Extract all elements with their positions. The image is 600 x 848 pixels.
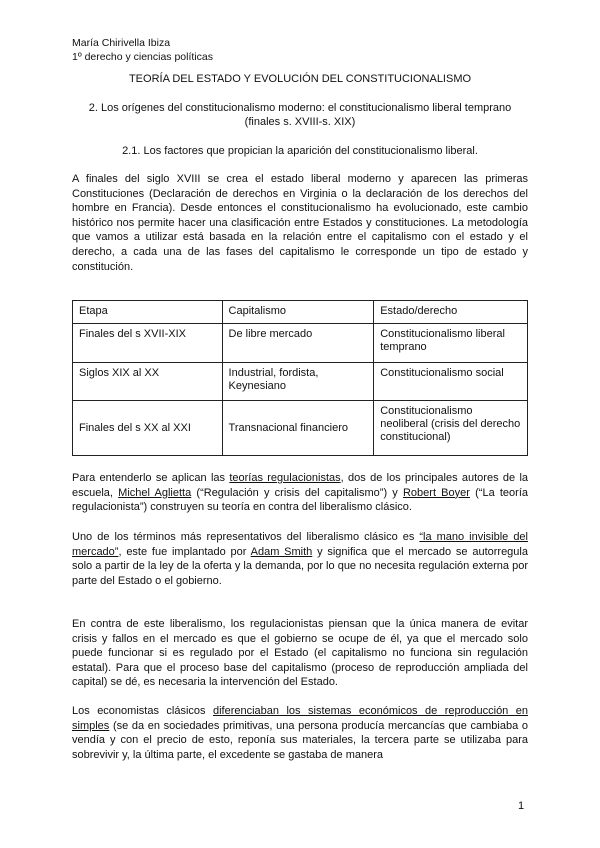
page-number: 1 bbox=[518, 800, 525, 812]
section-2-1-heading: 2.1. Los factores que propician la aparición del constitucionalismo liberal. bbox=[122, 145, 478, 157]
table-cell: Transnacional financiero bbox=[222, 401, 374, 456]
text-span: este fue implantado por bbox=[121, 545, 251, 558]
section-2-heading: 2. Los orígenes del constitucionalismo moderno: el constitucionalismo liberal temprano (finales s. XVIII-s. XIX) bbox=[88, 102, 512, 128]
table-header-row bbox=[73, 301, 528, 324]
text-span: Para entenderlo se aplican las bbox=[72, 472, 230, 484]
link-adam-smith[interactable]: Adam Smith bbox=[250, 545, 313, 558]
text-span: Los economistas clásicos bbox=[72, 705, 213, 717]
page-header bbox=[72, 36, 213, 64]
table-cell: Finales del s XX al XXI bbox=[73, 401, 223, 456]
table-header-cell: Capitalismo bbox=[222, 301, 374, 324]
table-header-cell: Etapa bbox=[73, 301, 223, 324]
table-cell: Constitucionalismo liberal temprano bbox=[374, 324, 528, 363]
link-teorias-regulacionistas[interactable]: teorías regulacionistas bbox=[229, 472, 341, 484]
text-span: Uno de los términos más representativos del liberalismo clásico es bbox=[72, 531, 420, 543]
table-cell: De libre mercado bbox=[222, 324, 374, 363]
table-cell: Industrial, fordista, Keynesiano bbox=[222, 363, 374, 401]
table-cell: Constitucionalismo neoliberal (crisis del derecho constitucional) bbox=[374, 401, 528, 456]
paragraph-regulacionistas bbox=[72, 471, 528, 515]
paragraph-regulacion-estatal: En contra de este liberalismo, los regulacionistas piensan que la única manera de evitar crisis y fallos en el mercado es que el gobierno se ocupe de él, ya que el mercado solo puede funcionar si es regulado por el Estado (el capitalismo no funciona sin regulación estatal). Para que el proceso base del capitalismo (proceso de reproducción ampliada del capital) se dé, es necesaria la intervención del Estado. bbox=[72, 618, 528, 689]
text-span: (“La teoría regulacionista”) construyen su teoría en contra del liberalismo clásico. bbox=[72, 486, 529, 514]
course-name: 1º derecho y ciencias políticas bbox=[72, 51, 213, 63]
author-name: María Chirivella Ibiza bbox=[72, 37, 171, 49]
table-cell: Siglos XIX al XX bbox=[73, 363, 223, 401]
text-span: , dos de los principales autores de la escuela, bbox=[72, 472, 528, 499]
text-span: (“Regulación y crisis del capitalismo”) y bbox=[191, 486, 403, 499]
table-cell: Constitucionalismo social bbox=[374, 363, 528, 401]
paragraph-mano-invisible bbox=[72, 530, 528, 588]
text-span: y significa que el mercado se autorregula solo a partir de la ley de la oferta y la demanda, por lo que no necesita regulación externa por parte del Estado o el gobierno. bbox=[72, 545, 528, 587]
table-row bbox=[73, 324, 528, 363]
link-mano-invisible[interactable]: “la mano invisible del mercado”, bbox=[72, 531, 528, 558]
paragraph-economistas-clasicos bbox=[72, 704, 528, 762]
link-michel-aglietta[interactable]: Michel Aglietta bbox=[118, 486, 192, 499]
stages-table bbox=[72, 300, 528, 456]
table-row bbox=[73, 401, 528, 456]
table-header-cell: Estado/derecho bbox=[374, 301, 528, 324]
paragraph-intro: A finales del siglo XVIII se crea el estado liberal moderno y aparecen las primeras Constituciones (Declaración de derechos en Virginia o la declaración de los derechos del hombre en Francia). Desde entonces el constitucionalismo ha evolucionado, este cambio histórico nos permite hacer una clasificación entre Estados y constituciones. La metodología que vamos a utilizar está basada en la relación entre el capitalismo con el estado y el derecho, a cada una de las fases del capitalismo le corresponde un tipo de estado y constitución. bbox=[72, 173, 528, 273]
table-row bbox=[73, 363, 528, 401]
table-cell: Finales del s XVII-XIX bbox=[73, 324, 223, 363]
document-title: TEORÍA DEL ESTADO Y EVOLUCIÓN DEL CONSTITUCIONALISMO bbox=[128, 73, 472, 85]
link-robert-boyer[interactable]: Robert Boyer bbox=[402, 486, 470, 499]
link-sistemas-reproduccion[interactable]: diferenciaban los sistemas económicos de reproducción en simples bbox=[72, 705, 528, 732]
text-span: (se da en sociedades primitivas, una persona producía mercancías que cambiaba o vendía y con el precio de esto, reponía sus materiales, la tercera parte se utilizaba para sobrevivir y, la última parte, el excedente se gastaba de manera bbox=[72, 719, 528, 761]
